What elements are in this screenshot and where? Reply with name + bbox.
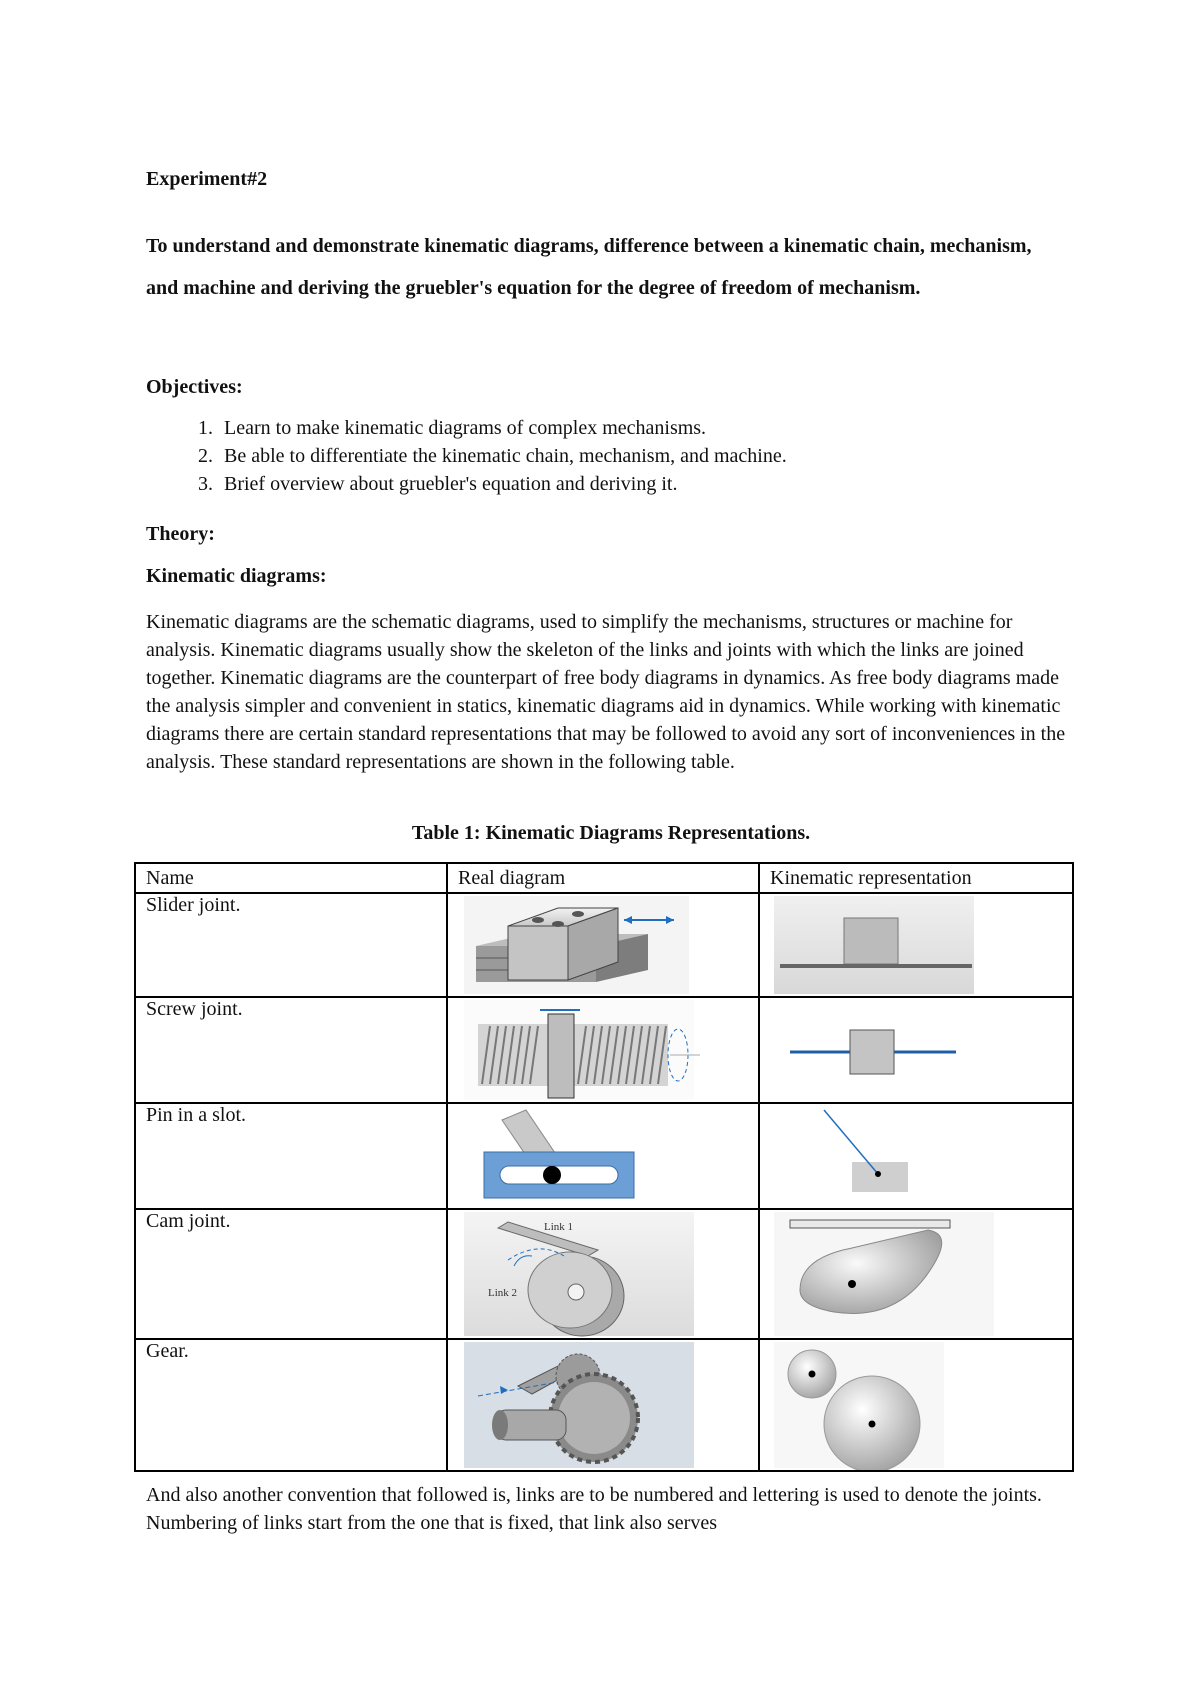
table-row (135, 1209, 1073, 1339)
experiment-label: Experiment#2 (146, 168, 268, 190)
theory-heading: Theory: (146, 523, 215, 545)
row-name: Gear. (135, 1339, 447, 1471)
table-row (135, 893, 1073, 997)
table-caption: Table 1: Kinematic Diagrams Representations. (411, 822, 811, 844)
slider-joint-kinematic-image (760, 894, 1060, 996)
experiment-title: To understand and demonstrate kinematic diagrams, difference between a kinematic chain, mechanism, and machine and deriving the gruebler's equation for the degree of freedom of mechanism. (146, 235, 1032, 299)
real-diagram-cell (447, 893, 759, 997)
table-header-row (135, 863, 1073, 893)
objective-item: 3. Brief overview about gruebler's equation and deriving it. (218, 470, 787, 498)
screw-joint-kinematic-image (760, 998, 1060, 1102)
after-table-paragraph: And also another convention that followed is, links are to be numbered and lettering is used to denote the joints. Numbering of links start from the one that is fixed, that link also serves (146, 1484, 1042, 1534)
kinematic-representation-cell (759, 1103, 1073, 1209)
real-diagram-cell (447, 997, 759, 1103)
screw-joint-real-image (448, 998, 748, 1102)
objectives-heading: Objectives: (146, 376, 243, 398)
row-name: Pin in a slot. (135, 1103, 447, 1209)
table-row (135, 1103, 1073, 1209)
kinematic-representation-cell (759, 1339, 1073, 1471)
header-real-diagram: Real diagram (447, 863, 759, 893)
slider-joint-real-image (448, 894, 748, 996)
kinematic-paragraph: Kinematic diagrams are the schematic diagrams, used to simplify the mechanisms, structures or machine for analysis. Kinematic diagrams usually show the skeleton of the links and joints with which the links are joined together. Kinematic diagrams are the counterpart of free body diagrams in dynamics. As free body diagrams made the analysis simpler and convenient in statics, kinematic diagrams aid in dynamics. While working with kinematic diagrams there are certain standard representations that may be followed to avoid any sort of inconveniences in the analysis. These standard representations are shown in the following table. (146, 611, 1066, 773)
gear-kinematic-image (760, 1340, 1060, 1470)
objective-item: 2. Be able to differentiate the kinematic chain, mechanism, and machine. (218, 442, 787, 470)
real-diagram-cell (447, 1209, 759, 1339)
kinematic-representation-cell (759, 1209, 1073, 1339)
row-name: Screw joint. (135, 997, 447, 1103)
header-kinematic-representation: Kinematic representation (759, 863, 1073, 893)
pin-in-slot-real-image (448, 1104, 748, 1208)
kinematic-table (134, 862, 1074, 1472)
row-name: Cam joint. (135, 1209, 447, 1339)
objective-item: 1. Learn to make kinematic diagrams of complex mechanisms. (218, 414, 787, 442)
table-row (135, 997, 1073, 1103)
kinematic-diagrams-heading: Kinematic diagrams: (146, 565, 327, 587)
cam-joint-real-image (448, 1210, 748, 1338)
kinematic-representation-cell (759, 893, 1073, 997)
cam-link1-label: Link 1 (544, 1221, 574, 1233)
kinematic-representation-cell (759, 997, 1073, 1103)
gear-real-image (448, 1340, 748, 1470)
row-name: Slider joint. (135, 893, 447, 997)
header-name: Name (135, 863, 447, 893)
cam-joint-kinematic-image (760, 1210, 1060, 1338)
table-row (135, 1339, 1073, 1471)
real-diagram-cell (447, 1103, 759, 1209)
pin-in-slot-kinematic-image (760, 1104, 1060, 1208)
objectives-list (146, 414, 787, 498)
real-diagram-cell (447, 1339, 759, 1471)
cam-link2-label: Link 2 (488, 1287, 518, 1299)
